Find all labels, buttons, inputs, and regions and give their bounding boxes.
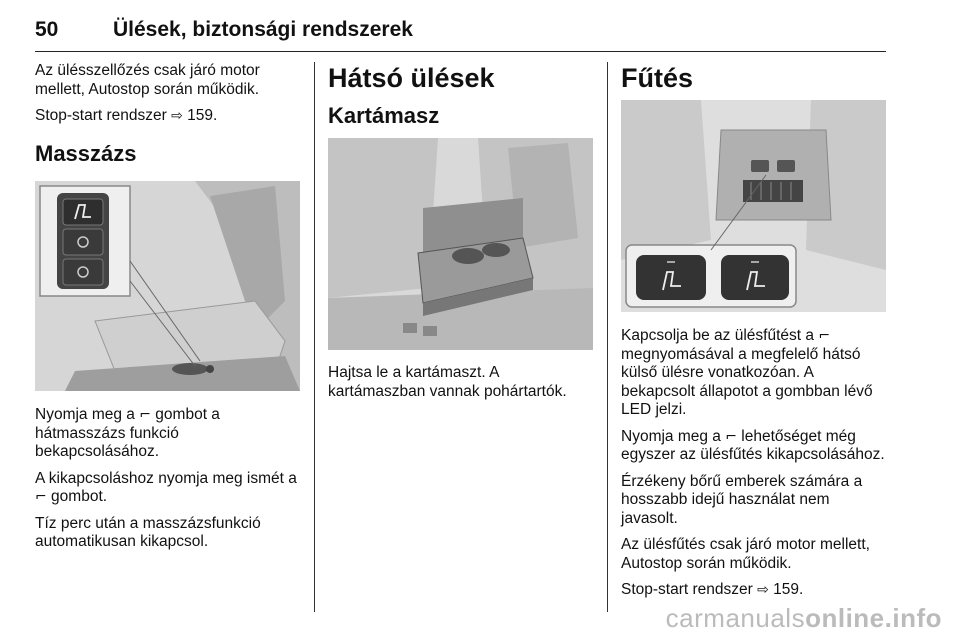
column-1 <box>35 62 300 168</box>
subsection-heading: Kartámasz <box>328 103 440 128</box>
reference-arrow-icon: ⇨ <box>757 582 769 598</box>
paragraph: Nyomja meg a ⌐ gombot a hátmasszázs funkció bekapcsolásához. <box>35 406 220 460</box>
column-3 <box>621 62 886 94</box>
seat-heating-icon: ⌐ <box>818 328 831 344</box>
seat-massage-icon: ⌐ <box>35 489 47 505</box>
page-reference-link[interactable]: 159. <box>773 581 804 598</box>
column-divider <box>607 62 608 612</box>
paragraph: Stop-start rendszer ⇨ 159. <box>35 107 218 124</box>
paragraph: Érzékeny bőrű emberek számára a hosszabb idejű használat nem javasolt. <box>621 472 863 527</box>
column-3-lower <box>621 327 886 608</box>
paragraph: A kikapcsoláshoz nyomja meg ismét a ⌐ gombot. <box>35 469 297 505</box>
seat-heating-illustration <box>621 100 886 312</box>
section-heading: Masszázs <box>35 140 137 166</box>
section-heading: Hátsó ülések <box>328 63 495 93</box>
column-1-lower <box>35 406 300 560</box>
paragraph: Kapcsolja be az ülésfűtést a ⌐ megnyomásával a megfelelő hátsó külső ülésre vonatkozóan. A bekapcsolt állapotot a gombban lévő LED jelzi. <box>621 327 873 418</box>
page-reference-link[interactable]: 159. <box>187 107 218 124</box>
paragraph: Tíz perc után a masszázsfunkció automatikusan kikapcsol. <box>35 514 261 550</box>
massage-illustration <box>35 181 300 391</box>
column-divider <box>314 62 315 612</box>
column-2 <box>328 62 593 130</box>
paragraph: Az ülésszellőzés csak járó motor mellett, Autostop során működik. <box>35 62 260 98</box>
page-number: 50 <box>35 18 59 41</box>
seat-heating-icon: ⌐ <box>725 428 737 445</box>
column-2-lower <box>328 364 593 409</box>
seat-massage-icon: ⌐ <box>139 407 151 423</box>
page-header <box>35 14 886 52</box>
paragraph: Hajtsa le a kartámaszt. A kartámaszban vannak pohártartók. <box>328 364 567 400</box>
paragraph: Az ülésfűtés csak járó motor mellett, Autostop során működik. <box>621 536 870 572</box>
reference-arrow-icon: ⇨ <box>171 108 183 124</box>
chapter-title: Ülések, biztonsági rendszerek <box>113 18 413 41</box>
armrest-illustration <box>328 138 593 350</box>
watermark: carmanualsonline.info <box>665 603 942 633</box>
paragraph: Nyomja meg a ⌐ lehetőséget még egyszer az ülésfűtés kikapcsolásához. <box>621 427 885 463</box>
paragraph: Stop-start rendszer ⇨ 159. <box>621 581 804 598</box>
section-heading: Fűtés <box>621 63 694 93</box>
